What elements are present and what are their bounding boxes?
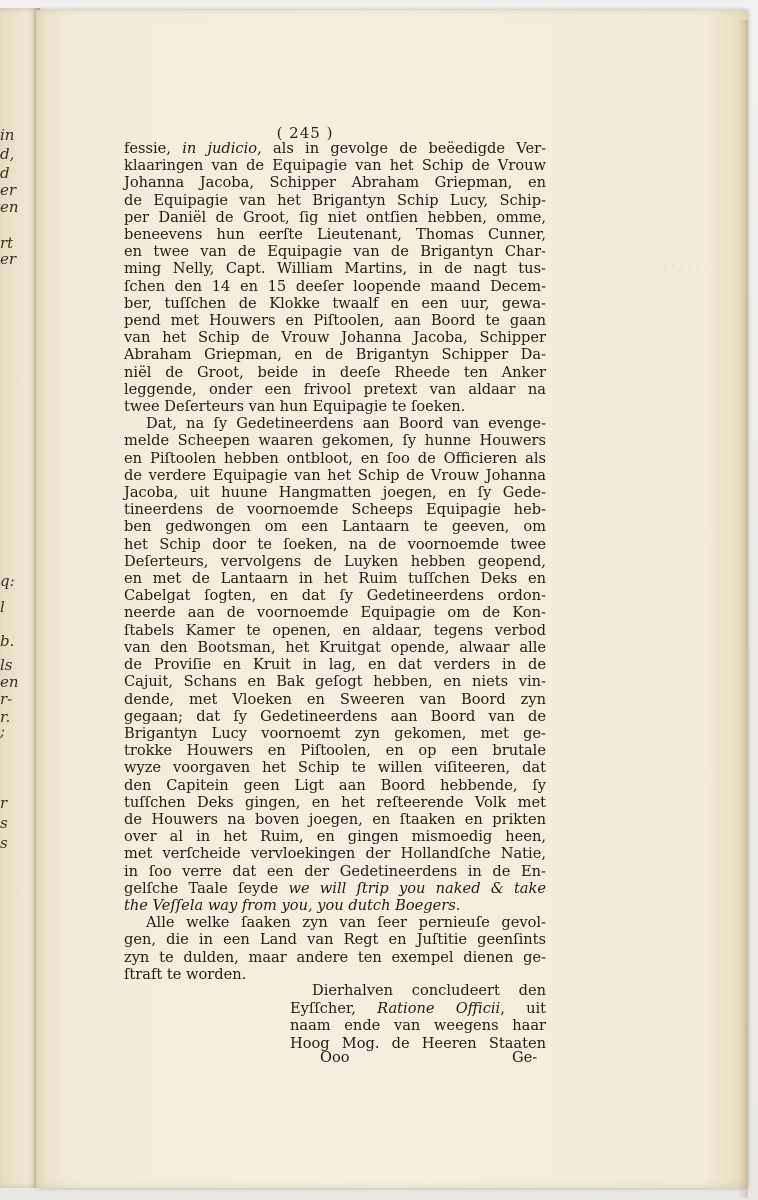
text-line: pend met Houwers en Piſtoolen, aan Boord te gaan — [124, 312, 546, 330]
text-line: gegaan; dat ſy Gedetineerdens aan Boord van de — [124, 707, 546, 725]
text-line: van het Schip de Vrouw Johanna Jacoba, Schipper — [124, 329, 546, 347]
text-line: Alle welke ſaaken zyn van ſeer pernieuſe gevol- — [146, 914, 546, 932]
prev-page-fragment: r- — [0, 690, 13, 708]
bleed-through-text: · · · · · — [670, 530, 708, 545]
text-line: melde Scheepen waaren gekomen, ſy hunne Houwers — [124, 432, 546, 450]
text-line: ſchen den 14 en 15 deeſer loopende maand Decem- — [124, 277, 546, 295]
prev-page-fragment: d — [0, 164, 10, 182]
text-line: Dat, na ſy Gedetineerdens aan Boord van evenge- — [146, 415, 546, 433]
closing-line: Dierhalven concludeert den — [312, 982, 546, 999]
text-line: twee Deſerteurs van hun Equipagie te ſoeken. — [124, 398, 466, 416]
text-line: Brigantyn Lucy voornoemt zyn gekomen, met ge- — [124, 724, 546, 742]
text-line: trokke Houwers en Piſtoolen, en op een brutale — [124, 742, 546, 760]
text-line: Abraham Griepman, en de Brigantyn Schipper Da- — [124, 346, 546, 364]
text-line: de Equipagie van het Brigantyn Schip Lucy, Schip- — [124, 191, 546, 209]
text-line: over al in het Ruim, en gingen mismoedig heen, — [124, 828, 546, 846]
text-line: ſtabels Kamer te openen, en aldaar, tegens verbod — [124, 621, 546, 639]
text-line: in ſoo verre dat een der Gedetineerdens in de En- — [124, 862, 546, 880]
text-line: tuſſchen Deks gingen, en het reſteerende Volk met — [124, 793, 546, 811]
prev-page-fragment: s — [0, 834, 8, 852]
text-line: Cajuit, Schans en Bak geſogt hebben, en niets vin- — [124, 673, 546, 691]
closing-block — [290, 982, 546, 1052]
text-line: Jacoba, uit huune Hangmatten joegen, en ſy Gede- — [124, 484, 546, 502]
text-line: de Proviſie en Kruit in lag, en dat verders in de — [124, 656, 546, 674]
text-line: van den Bootsman, het Kruitgat opende, alwaar alle — [124, 638, 546, 656]
page-number: ( 245 ) — [276, 124, 334, 142]
catchword: Ge- — [512, 1049, 538, 1066]
text-line: the Veſſela way from you, you dutch Boegers. — [124, 896, 461, 914]
closing-line: naam ende van weegens haar — [290, 1017, 546, 1035]
prev-page-fragment: er — [0, 250, 17, 268]
text-line: tineerdens de voornoemde Scheeps Equipagie heb- — [124, 501, 546, 519]
prev-page-fragment: d, — [0, 145, 15, 163]
signature-mark: Ooo — [320, 1049, 350, 1066]
text-line: ben gedwongen om een Lantaarn te geeven, om — [124, 518, 546, 536]
prev-page-fragment: s — [0, 814, 8, 832]
prev-page-fragment: q: — [0, 572, 15, 590]
text-line: ming Nelly, Capt. William Martins, in de nagt tus- — [124, 260, 546, 278]
text-line: en Piſtoolen hebben ontbloot, en ſoo de Officieren als — [124, 449, 546, 467]
text-line: beneevens hun eerſte Lieutenant, Thomas Cunner, — [124, 226, 546, 244]
prev-page-fragment: b. — [0, 632, 15, 650]
previous-page-edge — [0, 8, 40, 1188]
prev-page-fragment: ; — [0, 722, 6, 740]
text-line: de verdere Equipagie van het Schip de Vrouw Johanna — [124, 466, 546, 484]
prev-page-fragment: r. — [0, 708, 11, 726]
text-line: leggende, onder een frivool pretext van aldaar na — [124, 380, 546, 398]
text-line: en twee van de Equipagie van de Brigantyn Char- — [124, 243, 546, 261]
text-line: en met de Lantaarn in het Ruim tuſſchen Deks en — [124, 570, 546, 588]
text-line: Deſerteurs, vervolgens de Luyken hebben geopend, — [124, 552, 546, 570]
text-line: ſtraft te worden. — [124, 965, 247, 983]
text-line: klaaringen van de Equipagie van het Schip de Vrouw — [124, 157, 546, 175]
text-line: zyn te dulden, maar andere ten exempel dienen ge- — [124, 948, 546, 966]
text-line: per Daniël de Groot, ſig niet ontſien hebben, omme, — [124, 208, 546, 226]
bleed-through-text: · · · · · · · — [654, 770, 708, 785]
text-line: ber, tuſſchen de Klokke twaalf en een uur, gewa- — [124, 294, 546, 312]
text-line: dende, met Vloeken en Sweeren van Boord zyn — [124, 690, 546, 708]
text-line: fessie, in judicio, als in gevolge de beëedigde Ver- — [124, 140, 546, 157]
text-line: het Schip door te ſoeken, na de voornoemde twee — [124, 535, 546, 553]
closing-line: Hoog Mog. de Heeren Staaten — [290, 1034, 546, 1052]
text-line: neerde aan de voornoemde Equipagie om de Kon- — [124, 604, 546, 622]
prev-page-fragment: rt — [0, 234, 14, 252]
text-line: de Houwers na boven joegen, en ſtaaken en prikten — [124, 810, 546, 828]
body-text — [124, 140, 546, 983]
prev-page-fragment: r — [0, 794, 8, 812]
prev-page-fragment: er — [0, 181, 17, 199]
text-line: Cabelgat ſogten, en dat ſy Gedetineerdens ordon- — [124, 587, 546, 605]
text-line: niël de Groot, beide in deeſe Rheede ten Anker — [124, 363, 546, 381]
text-line: wyze voorgaven het Schip te willen viſiteeren, dat — [124, 759, 546, 777]
text-line: gen, die in een Land van Regt en Juſtitie geenſints — [124, 931, 546, 949]
prev-page-fragment: in — [0, 126, 15, 144]
closing-line: Eyſſcher, Ratione Officii, uit — [290, 999, 547, 1017]
text-line: gelſche Taale ſeyde we will ſtrip you naked & take — [124, 879, 546, 897]
bleed-through-text: · · · · · · — [662, 260, 708, 275]
prev-page-fragment: ls — [0, 656, 13, 674]
text-line: met verſcheide vervloekingen der Hollandſche Natie, — [124, 845, 546, 863]
prev-page-fragment: en — [0, 198, 19, 216]
prev-page-fragment: l — [0, 598, 5, 616]
text-line: den Capitein geen Ligt aan Boord hebbende, ſy — [124, 776, 546, 794]
prev-page-fragment: en — [0, 673, 19, 691]
text-line: Johanna Jacoba, Schipper Abraham Griepman, en — [124, 174, 546, 192]
page-edge-shadow — [738, 20, 748, 1198]
